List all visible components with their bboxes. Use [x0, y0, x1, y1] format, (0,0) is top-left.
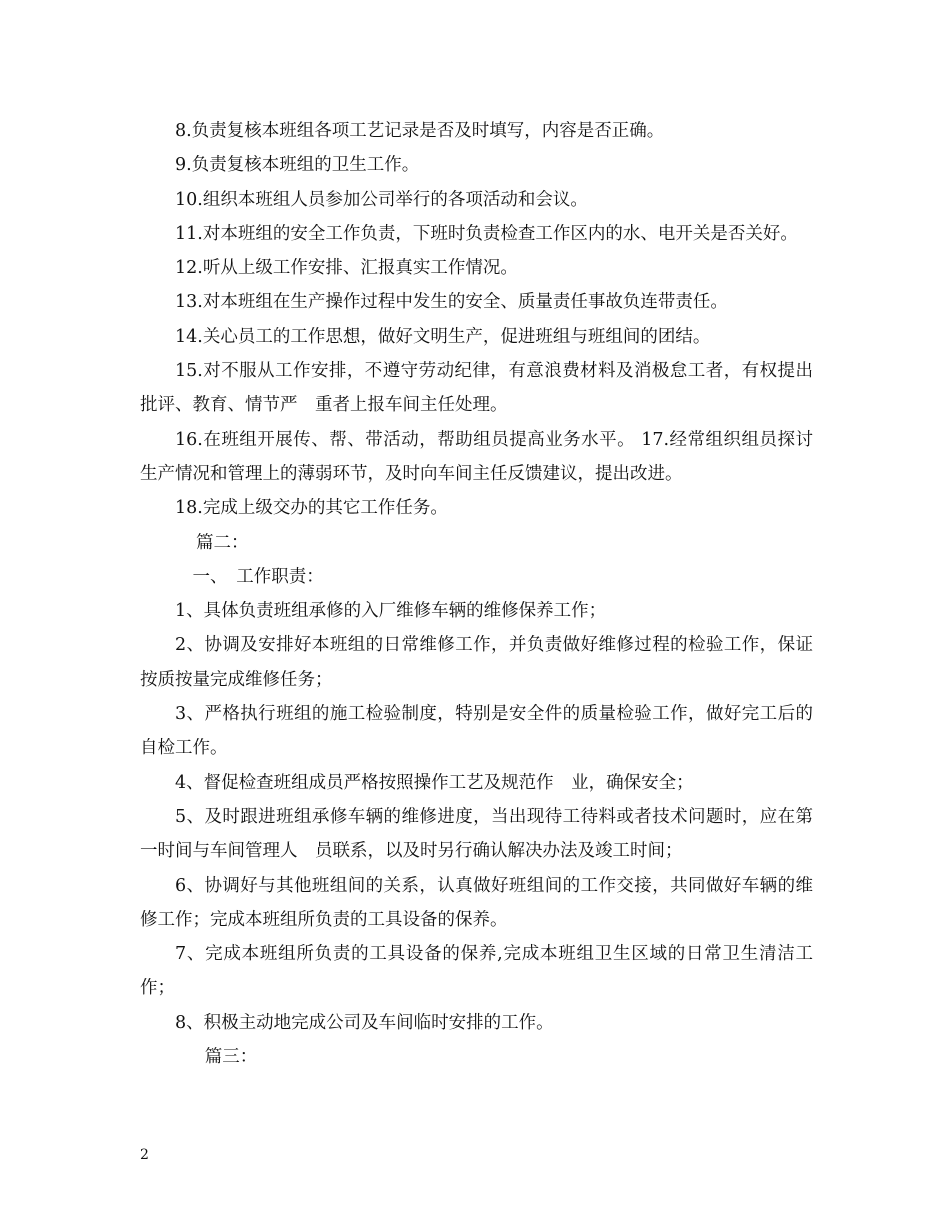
paragraph-item-12: 12.听从上级工作安排、汇报真实工作情况。: [175, 258, 518, 279]
paragraph-item-13: 13.对本班组在生产操作过程中发生的安全、质量责任事故负连带责任。: [175, 292, 728, 313]
duty-item-7: 7、完成本班组所负责的工具设备的保养,完成本班组卫生区域的日常卫生清洁工作；: [140, 944, 813, 999]
duty-item-6: 6、协调好与其他班组间的关系，认真做好班组间的工作交接，共同做好车辆的维修工作；完成本班组所负责的工具设备的保养。: [140, 875, 813, 930]
section-heading-part-three: 篇三：: [204, 1047, 258, 1068]
duty-item-1: 1、具体负责班组承修的入厂维修车辆的维修保养工作；: [175, 601, 607, 622]
duty-item-8: 8、积极主动地完成公司及车间临时安排的工作。: [175, 1012, 554, 1033]
duty-item-5: 5、及时跟进班组承修车辆的维修进度，当出现待工待料或者技术问题时，应在第一时间与车间管理人 员联系，以及时另行确认解决办法及竣工时间；: [140, 806, 813, 862]
paragraph-item-16-17: 16.在班组开展传、帮、带活动，帮助组员提高业务水平。 17.经常组织组员探讨生产情况和管理上的薄弱环节，及时向车间主任反馈建议，提出改进。: [140, 429, 813, 484]
paragraph-item-8: 8.负责复核本班组各项工艺记录是否及时填写，内容是否正确。: [175, 121, 665, 141]
paragraph-item-10: 10.组织本班组人员参加公司举行的各项活动和会议。: [175, 189, 588, 210]
duty-item-3: 3、严格执行班组的施工检验制度，特别是安全件的质量检验工作，做好完工后的自检工作。: [140, 704, 813, 759]
section-heading-part-two: 篇二：: [196, 532, 249, 553]
paragraph-item-15: 15.对不服从工作安排，不遵守劳动纪律，有意浪费材料及消极怠工者，有权提出批评、教育、情节严 重者上报车间主任处理。: [140, 361, 813, 416]
paragraph-item-14: 14.关心员工的工作思想，做好文明生产，促进班组与班组间的团结。: [175, 326, 711, 347]
paragraph-item-18: 18.完成上级交办的其它工作任务。: [175, 498, 448, 519]
paragraph-item-9: 9.负责复核本班组的卫生工作。: [175, 155, 420, 176]
duty-item-4: 4、督促检查班组成员严格按照操作工艺及规范作 业，确保安全；: [175, 772, 694, 793]
paragraph-item-11: 11.对本班组的安全工作负责，下班时负责检查工作区内的水、电开关是否关好。: [175, 223, 798, 244]
subheading-job-duties: 一、 工作职责：: [192, 566, 324, 587]
duty-item-2: 2、协调及安排好本班组的日常维修工作，并负责做好维修过程的检验工作，保证按质按量完成维修任务；: [140, 635, 813, 690]
page-number: 2: [140, 1147, 149, 1163]
document-body: [140, 114, 813, 1074]
